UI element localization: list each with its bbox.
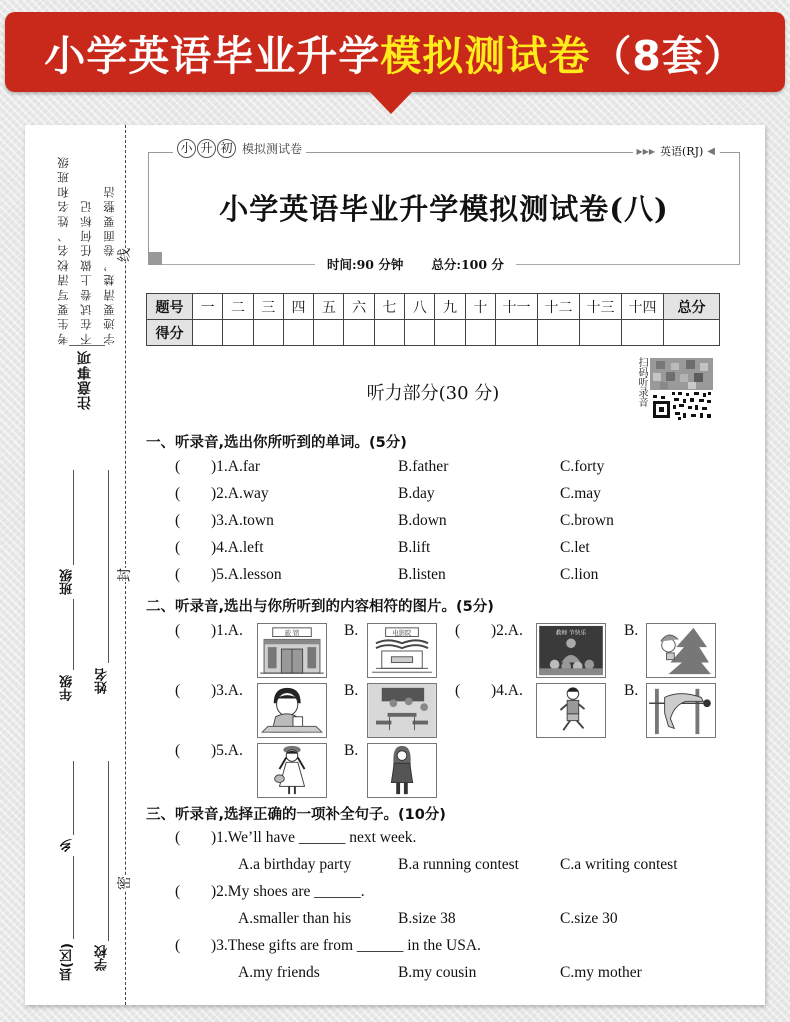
score-cell[interactable] [344, 320, 374, 346]
total-label: 总分 [664, 294, 720, 320]
listening-part-title: 听力部分(30 分) [366, 383, 500, 404]
picture-cinema[interactable] [367, 623, 437, 678]
township-label: 乡 [58, 835, 77, 856]
s2-option-b-label: B. [624, 622, 639, 639]
score-cell[interactable] [253, 320, 283, 346]
triple-arrow-right-icon: ▶▶▶ [636, 146, 656, 156]
col-13: 十三 [580, 294, 622, 320]
score-table-header-row [147, 294, 720, 320]
col-8: 八 [405, 294, 435, 320]
question-number-label: 题号 [147, 294, 193, 320]
score-cell[interactable] [193, 320, 223, 346]
name-line [108, 470, 109, 663]
total-score: 总分:100 分 [431, 257, 504, 272]
s1-option-a: )1.A.far [211, 458, 261, 475]
banner [5, 12, 785, 92]
picture-girl-coat[interactable] [367, 743, 437, 798]
col-3: 三 [253, 294, 283, 320]
s3-option-c: C.a writing contest [560, 856, 678, 873]
score-cell[interactable] [223, 320, 253, 346]
score-cell[interactable] [374, 320, 404, 346]
col-10: 十 [465, 294, 495, 320]
qr-label: 扫码听录音 [636, 357, 647, 407]
picture-high-jump[interactable] [646, 683, 716, 738]
banner-title-main: 小学英语毕业升学 [44, 31, 381, 80]
section1-title: 一、听录音,选出你所听到的单词。(5分) [146, 435, 407, 451]
time-limit: 时间:90 分钟 [327, 257, 404, 272]
answer-paren[interactable]: ( [175, 512, 181, 529]
decor-square [148, 252, 162, 265]
banner-title [44, 23, 746, 82]
s1-option-b: B.father [398, 458, 449, 475]
hotel-sign-text: 旅 馆 [284, 630, 300, 638]
exam-info [315, 255, 516, 273]
cinema-sign-text: 电影院 [392, 630, 412, 638]
grade-label: 年级 [60, 675, 75, 701]
s1-option-b: B.down [398, 512, 447, 529]
cut-mark-line: 线 [112, 248, 136, 262]
picture-boy-running[interactable] [536, 683, 606, 738]
answer-paren[interactable]: ( [175, 622, 181, 639]
score-cell-total[interactable] [664, 320, 720, 346]
score-cell[interactable] [496, 320, 538, 346]
answer-paren[interactable]: ( [175, 566, 181, 583]
s1-option-c: C.may [560, 485, 601, 502]
exam-title: 小学英语毕业升学模拟测试卷(八) [219, 192, 669, 226]
s3-option-a: A.a birthday party [238, 856, 352, 873]
score-cell[interactable] [580, 320, 622, 346]
s2-option-b-label: B. [344, 622, 359, 639]
s3-question-text: )3.These gifts are from ______ in the USA. [211, 937, 481, 954]
s3-option-c: C.my mother [560, 964, 642, 981]
s2-option-b-label: B. [624, 682, 639, 699]
answer-paren[interactable]: ( [175, 742, 181, 759]
s2-option-a-label: )1.A. [211, 622, 243, 639]
score-cell[interactable] [435, 320, 465, 346]
picture-hotel[interactable] [257, 623, 327, 678]
answer-paren[interactable]: ( [175, 539, 181, 556]
section3-title: 三、听录音,选择正确的一项补全句子。(10分) [146, 807, 446, 823]
banner-pointer [368, 90, 414, 114]
s2-option-a-label: )2.A. [491, 622, 523, 639]
answer-paren[interactable]: ( [175, 485, 181, 502]
exam-page [25, 125, 765, 1005]
s1-option-a: )2.A.way [211, 485, 269, 502]
s2-option-a-label: )5.A. [211, 742, 243, 759]
county-label: 县(区) [60, 943, 75, 981]
s3-option-a: A.my friends [238, 964, 320, 981]
note-2: 不在试卷上做任何标记 [79, 198, 93, 345]
series-char-2: 升 [197, 139, 216, 158]
s1-option-a: )3.A.town [211, 512, 274, 529]
subject-label: 英语(RJ) [660, 145, 704, 158]
series-char-1: 小 [177, 139, 196, 158]
notes-divider [69, 345, 105, 346]
series-subtitle: 模拟测试卷 [242, 142, 303, 156]
col-4: 四 [283, 294, 313, 320]
cut-mark-seal: 封 [112, 568, 136, 582]
class-label: 班级 [58, 565, 77, 599]
col-6: 六 [344, 294, 374, 320]
subject-tag [633, 143, 720, 159]
arrow-left-icon: ◀ [707, 145, 715, 157]
s2-option-b-label: B. [344, 742, 359, 759]
col-14: 十四 [622, 294, 664, 320]
s1-option-c: C.let [560, 539, 590, 556]
col-2: 二 [223, 294, 253, 320]
score-cell[interactable] [314, 320, 344, 346]
s2-option-a-label: )4.A. [491, 682, 523, 699]
series-badge [173, 139, 306, 158]
col-7: 七 [374, 294, 404, 320]
s3-question-text: )2.My shoes are ______. [211, 883, 365, 900]
banner-title-suffix: （8套） [590, 31, 746, 80]
score-table-score-row [147, 320, 720, 346]
s1-option-a: )4.A.left [211, 539, 264, 556]
col-1: 一 [193, 294, 223, 320]
col-5: 五 [314, 294, 344, 320]
picture-teachers-day[interactable] [536, 623, 606, 678]
school-label: 学校 [95, 945, 110, 971]
banner-title-highlight: 模拟测试卷 [380, 31, 591, 80]
score-cell[interactable] [405, 320, 435, 346]
s2-option-b-label: B. [344, 682, 359, 699]
s1-option-c: C.forty [560, 458, 605, 475]
s1-option-c: C.brown [560, 512, 614, 529]
s1-option-c: C.lion [560, 566, 599, 583]
answer-paren[interactable]: ( [175, 883, 181, 900]
score-cell[interactable] [622, 320, 664, 346]
answer-paren[interactable]: ( [455, 622, 461, 639]
score-cell[interactable] [538, 320, 580, 346]
score-cell[interactable] [465, 320, 495, 346]
col-9: 九 [435, 294, 465, 320]
score-cell[interactable] [283, 320, 313, 346]
answer-paren[interactable]: ( [175, 458, 181, 475]
note-3: 字迹要清楚，卷面要整洁 [102, 183, 116, 345]
s3-option-b: B.a running contest [398, 856, 519, 873]
col-11: 十一 [496, 294, 538, 320]
series-char-3: 初 [217, 139, 236, 158]
s2-option-a-label: )3.A. [211, 682, 243, 699]
answer-paren[interactable]: ( [175, 829, 181, 846]
answer-paren[interactable]: ( [455, 682, 461, 699]
note-1: 考生要写清校名、姓名和班级 [56, 153, 70, 345]
col-12: 十二 [538, 294, 580, 320]
answer-paren[interactable]: ( [175, 682, 181, 699]
s1-option-a: )5.A.lesson [211, 566, 282, 583]
name-label: 姓名 [95, 668, 110, 694]
cut-mark-secret: 密 [112, 876, 136, 890]
score-label: 得分 [147, 320, 193, 346]
s1-option-b: B.lift [398, 539, 431, 556]
notes-label: 注意事项 [77, 350, 93, 410]
teachers-day-text: 教师 节快乐 [555, 630, 587, 637]
s1-option-b: B.day [398, 485, 435, 502]
school-line [108, 761, 109, 941]
qr-code-icon[interactable] [650, 358, 713, 421]
s3-question-text: )1.We’ll have ______ next week. [211, 829, 417, 846]
picture-christmas[interactable] [646, 623, 716, 678]
picture-girl-reading[interactable] [257, 683, 327, 738]
s3-option-b: B.size 38 [398, 910, 456, 927]
answer-paren[interactable]: ( [175, 937, 181, 954]
s1-option-b: B.listen [398, 566, 446, 583]
section2-title: 二、听录音,选出与你所听到的内容相符的图片。(5分) [146, 599, 494, 615]
s3-option-b: B.my cousin [398, 964, 477, 981]
picture-classroom[interactable] [367, 683, 437, 738]
picture-girl-dress[interactable] [257, 743, 327, 798]
score-table [146, 293, 720, 346]
s3-option-c: C.size 30 [560, 910, 618, 927]
s3-option-a: A.smaller than his [238, 910, 352, 927]
